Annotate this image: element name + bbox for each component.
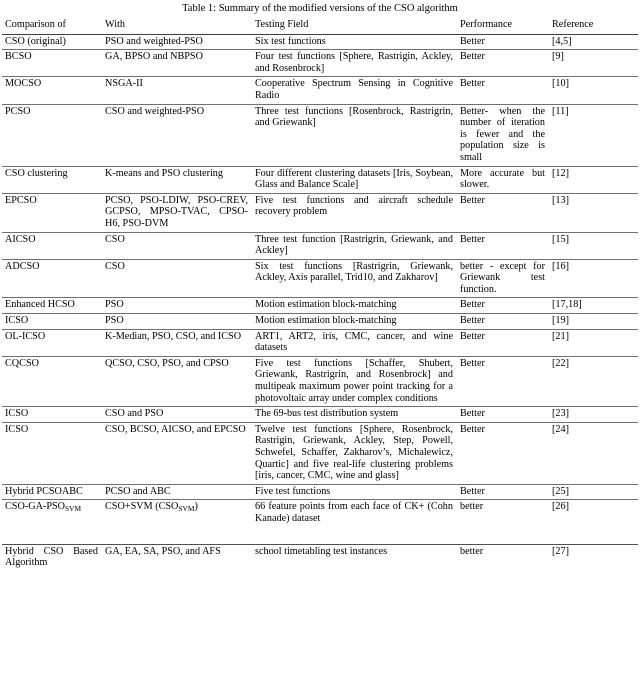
- cell-comparison: PCSO: [2, 104, 102, 166]
- cell-reference: [19]: [549, 314, 638, 330]
- cell-reference: [21]: [549, 329, 638, 356]
- cell-with: NSGA-II: [102, 77, 252, 104]
- spacer-cell: [102, 527, 252, 545]
- cell-testing-field: ART1, ART2, iris, CMC, cancer, and wine datasets: [252, 329, 457, 356]
- column-header-performance: Performance: [457, 18, 549, 34]
- cell-testing-field: Three test function [Rastrigrin, Griewank, and Ackley]: [252, 232, 457, 259]
- table-caption: Table 1: Summary of the modified versions of the CSO algorithm: [182, 3, 458, 14]
- cell-testing-field: Twelve test functions [Sphere, Rosenbrock, Rastrigin, Griewank, Ackley, Step, Powell, Schwefel, Schaffer, Zakharov’s, Michalewicz, Quartic] and five real-life clustering problems [iris, cancer, CMC, wine and glass]: [252, 422, 457, 484]
- cell-reference: [16]: [549, 259, 638, 298]
- cell-comparison: [2, 500, 102, 527]
- cso-summary-table: [2, 18, 638, 571]
- cell-with-text: CSO+SVM (CSO: [105, 501, 179, 513]
- table-row: [2, 422, 638, 484]
- table-row: [2, 329, 638, 356]
- cell-performance: better - except for Griewank test function.: [457, 259, 549, 298]
- cell-testing-field: Motion estimation block-matching: [252, 298, 457, 314]
- table-row: [2, 407, 638, 423]
- cell-performance: Better: [457, 232, 549, 259]
- cell-comparison: ICSO: [2, 422, 102, 484]
- cell-performance: better: [460, 501, 484, 513]
- cell-testing-field: Four test functions [Sphere, Rastrigin, Ackley, and Rosenbrock]: [252, 50, 457, 77]
- cell-comparison-subscript: SVM: [65, 504, 82, 514]
- cell-reference: [17,18]: [549, 298, 638, 314]
- cell-performance: Better: [457, 34, 549, 50]
- table-row: [2, 544, 638, 571]
- cell-with: GA, BPSO and NBPSO: [102, 50, 252, 77]
- cell-comparison: EPCSO: [2, 193, 102, 232]
- cell-comparison: OL-ICSO: [2, 329, 102, 356]
- cell-testing-field: The 69-bus test distribution system: [252, 407, 457, 423]
- cell-with: PCSO and ABC: [102, 484, 252, 500]
- spacer-cell: [252, 527, 457, 545]
- table-row-spacer: [2, 527, 638, 545]
- cell-with: PCSO, PSO-LDIW, PSO-CREV, GCPSO, MPSO-TVAC, CPSO-H6, PSO-DVM: [102, 193, 252, 232]
- table-row: [2, 259, 638, 298]
- cell-performance: Better: [457, 422, 549, 484]
- cell-reference: [10]: [549, 77, 638, 104]
- table-row: [2, 77, 638, 104]
- column-header-comparison-of: Comparison of: [2, 18, 102, 34]
- cell-performance: Better: [457, 356, 549, 406]
- cell-comparison: ICSO: [2, 407, 102, 423]
- cell-reference: [25]: [549, 484, 638, 500]
- cell-with: K-Median, PSO, CSO, and ICSO: [102, 329, 252, 356]
- cell-performance: Better: [457, 407, 549, 423]
- cell-comparison: Hybrid CSO Based Algorithm: [5, 545, 98, 569]
- cell-with: CSO and PSO: [102, 407, 252, 423]
- cell-reference: [4,5]: [549, 34, 638, 50]
- cell-testing-field: Three test functions [Rosenbrock, Rastrigrin, and Griewank]: [252, 104, 457, 166]
- cell-performance: Better: [457, 193, 549, 232]
- table-row: [2, 50, 638, 77]
- column-header-reference: Reference: [549, 18, 638, 34]
- cell-with-subscript: SVM: [178, 504, 195, 514]
- cell-reference: [22]: [549, 356, 638, 406]
- table-row: [2, 232, 638, 259]
- cell-testing-field: Five test functions [Schaffer, Shubert, Griewank, Rastrigrin, and Rosenbrock] and multipeak maximum power point tracking for a photovoltaic array under complex conditions: [252, 356, 457, 406]
- cell-comparison: Hybrid PCSOABC: [2, 484, 102, 500]
- cell-comparison: Enhanced HCSO: [2, 298, 102, 314]
- spacer-cell: [457, 527, 549, 545]
- table-row: [2, 484, 638, 500]
- cell-performance: Better- when the number of iteration is fewer and the population size is small: [457, 104, 549, 166]
- cell-with: CSO: [102, 259, 252, 298]
- cell-with: GA, EA, SA, PSO, and AFS: [105, 545, 221, 557]
- table-row: [2, 500, 638, 527]
- cell-performance: Better: [457, 329, 549, 356]
- cell-with: [102, 500, 252, 527]
- table-row: [2, 166, 638, 193]
- cell-testing-field: Six test functions: [252, 34, 457, 50]
- cell-comparison: CQCSO: [2, 356, 102, 406]
- cell-performance: Better: [457, 50, 549, 77]
- cell-with: K-means and PSO clustering: [102, 166, 252, 193]
- cell-with: CSO, BCSO, AICSO, and EPCSO: [102, 422, 252, 484]
- cell-testing-field: school timetabling test instances: [255, 545, 388, 557]
- cell-comparison: ICSO: [2, 314, 102, 330]
- table-body: [2, 34, 638, 571]
- cell-testing-field: Five test functions and aircraft schedule recovery problem: [252, 193, 457, 232]
- column-header-with: With: [102, 18, 252, 34]
- cell-reference: [11]: [549, 104, 638, 166]
- cell-with: CSO: [102, 232, 252, 259]
- table-row: [2, 34, 638, 50]
- cell-reference: [15]: [549, 232, 638, 259]
- spacer-cell: [549, 527, 638, 545]
- cell-comparison: BCSO: [2, 50, 102, 77]
- cell-comparison: CSO clustering: [2, 166, 102, 193]
- cell-with: PSO: [102, 314, 252, 330]
- cell-comparison: MOCSO: [2, 77, 102, 104]
- spacer-cell: [2, 527, 102, 545]
- cell-comparison: CSO (original): [2, 34, 102, 50]
- table-row: [2, 314, 638, 330]
- cell-reference: [24]: [549, 422, 638, 484]
- cell-comparison-text: CSO-GA-PSO: [5, 501, 66, 513]
- cell-with: QCSO, CSO, PSO, and CPSO: [102, 356, 252, 406]
- cell-reference: [12]: [549, 166, 638, 193]
- cell-with-text-post: ): [194, 501, 198, 513]
- cell-performance: Better: [457, 314, 549, 330]
- column-header-testing-field: Testing Field: [252, 18, 457, 34]
- cell-reference: [9]: [549, 50, 638, 77]
- cell-with: PSO: [102, 298, 252, 314]
- cell-reference: [27]: [552, 545, 569, 557]
- cell-comparison: ADCSO: [2, 259, 102, 298]
- cell-performance: Better: [457, 77, 549, 104]
- cell-testing-field: Five test functions: [252, 484, 457, 500]
- cell-reference: [23]: [549, 407, 638, 423]
- cell-with: PSO and weighted-PSO: [102, 34, 252, 50]
- cell-with: CSO and weighted-PSO: [102, 104, 252, 166]
- cell-testing-field: Four different clustering datasets [Iris, Soybean, Glass and Balance Scale]: [252, 166, 457, 193]
- table-header-row: [2, 18, 638, 34]
- table-row: [2, 298, 638, 314]
- cell-performance: Better: [457, 484, 549, 500]
- table-row: [2, 356, 638, 406]
- cell-comparison: AICSO: [2, 232, 102, 259]
- cell-testing-field: Cooperative Spectrum Sensing in Cognitive Radio: [252, 77, 457, 104]
- cell-testing-field: Six test functions [Rastrigrin, Griewank, Ackley, Axis parallel, Trid10, and Zakharov]: [252, 259, 457, 298]
- cell-performance: better: [460, 545, 484, 557]
- cell-testing-field: 66 feature points from each face of CK+ (Cohn Kanade) dataset: [255, 501, 453, 524]
- cell-performance: Better: [457, 298, 549, 314]
- cell-testing-field: Motion estimation block-matching: [252, 314, 457, 330]
- table-header: [2, 18, 638, 34]
- cell-performance: More accurate but slower.: [457, 166, 549, 193]
- cell-reference: [13]: [549, 193, 638, 232]
- table-row: [2, 193, 638, 232]
- cell-reference: [26]: [552, 501, 569, 513]
- table-row: [2, 104, 638, 166]
